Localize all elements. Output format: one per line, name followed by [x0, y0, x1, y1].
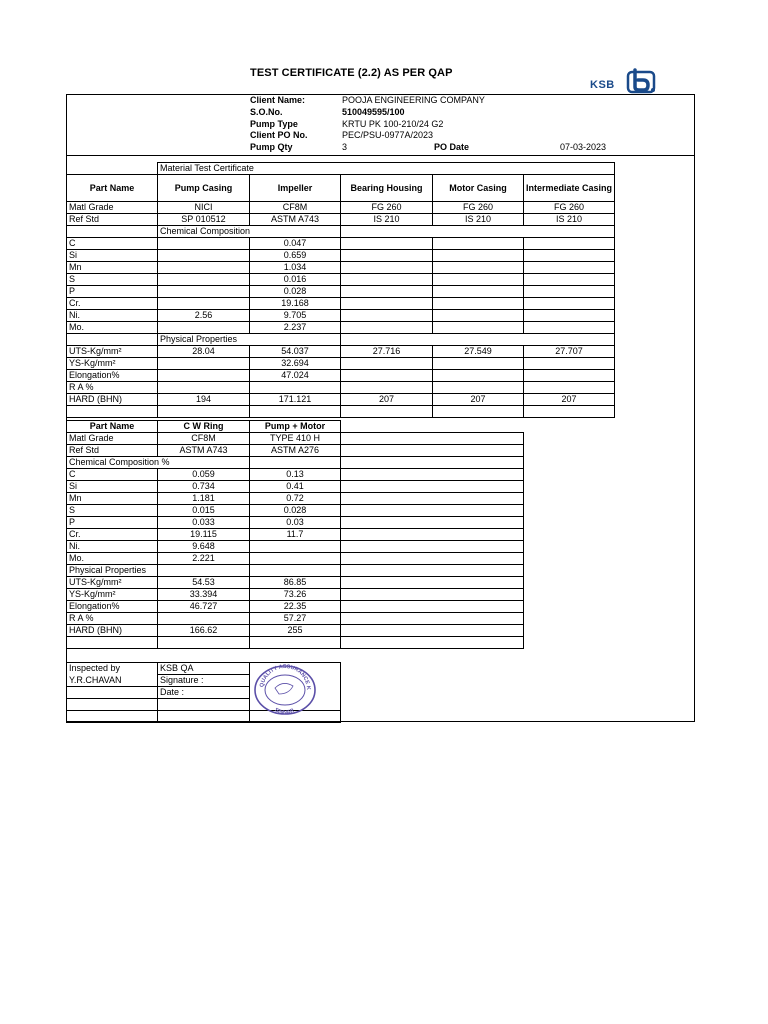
section-row [67, 457, 524, 469]
table-row [67, 286, 615, 298]
value-cell: 0.033 [158, 517, 250, 529]
inspector-name: Y.R.CHAVAN [67, 675, 158, 687]
row-label: YS-Kg/mm² [67, 358, 158, 370]
value-cell [524, 286, 615, 298]
blank-cell [341, 433, 524, 445]
blank-cell [67, 406, 158, 418]
table-row [67, 529, 524, 541]
blank-cell [67, 163, 158, 175]
row-label: C [67, 238, 158, 250]
header-row [67, 421, 524, 433]
value-cell: ASTM A743 [158, 445, 250, 457]
value-cell: 27.707 [524, 346, 615, 358]
value-cell: 19.168 [250, 298, 341, 310]
row-label: Elongation% [67, 601, 158, 613]
blank-cell [341, 517, 524, 529]
value-cell: 27.716 [341, 346, 433, 358]
value-cell [158, 370, 250, 382]
blank-cell [67, 699, 158, 711]
value-cell: IS 210 [341, 214, 433, 226]
table-row [67, 322, 615, 334]
value-cell: 0.016 [250, 274, 341, 286]
row-label: Mo. [67, 322, 158, 334]
value-cell [158, 238, 250, 250]
value-cell: 1.181 [158, 493, 250, 505]
value-cell: NICI [158, 202, 250, 214]
value-cell [433, 298, 524, 310]
value-cell [433, 358, 524, 370]
value-cell [158, 322, 250, 334]
table-row [67, 601, 524, 613]
table-row [67, 310, 615, 322]
table-row [67, 238, 615, 250]
value-cell [524, 370, 615, 382]
blank-cell [341, 445, 524, 457]
value-cell [524, 238, 615, 250]
value-cell: ASTM A743 [250, 214, 341, 226]
value-cell [524, 322, 615, 334]
value-cell: 171.121 [250, 394, 341, 406]
value-cell: 2.221 [158, 553, 250, 565]
value-cell [341, 262, 433, 274]
value-cell: FG 260 [524, 202, 615, 214]
value-cell [250, 541, 341, 553]
column-header: Pump Casing [158, 175, 250, 202]
value-cell: 19.115 [158, 529, 250, 541]
row-label: R A % [67, 613, 158, 625]
table-row [67, 370, 615, 382]
table-row [67, 553, 524, 565]
value-cell: 0.659 [250, 250, 341, 262]
column-header: Motor Casing [433, 175, 524, 202]
value-cell: 0.015 [158, 505, 250, 517]
value-cell [524, 298, 615, 310]
row-label: Mo. [67, 553, 158, 565]
so-value: 510049595/100 [342, 107, 405, 117]
value-cell: 207 [341, 394, 433, 406]
value-cell [433, 262, 524, 274]
row-label: P [67, 517, 158, 529]
value-cell: 32.694 [250, 358, 341, 370]
blank-cell [158, 637, 250, 649]
table-row [67, 541, 524, 553]
blank-cell [250, 565, 341, 577]
value-cell [158, 286, 250, 298]
column-header: Bearing Housing [341, 175, 433, 202]
row-label: UTS-Kg/mm² [67, 577, 158, 589]
blank-cell [341, 469, 524, 481]
value-cell: IS 210 [524, 214, 615, 226]
value-cell: 2.56 [158, 310, 250, 322]
blank-cell [158, 711, 250, 723]
table-row [67, 214, 615, 226]
table-row [67, 346, 615, 358]
value-cell: 0.03 [250, 517, 341, 529]
blank-cell [341, 334, 615, 346]
po-date-label: PO Date [434, 142, 470, 152]
header-divider [66, 155, 695, 156]
value-cell: 9.705 [250, 310, 341, 322]
blank-cell [341, 421, 524, 433]
value-cell: 27.549 [433, 346, 524, 358]
table-row [67, 613, 524, 625]
value-cell: IS 210 [433, 214, 524, 226]
value-cell: TYPE 410 H [250, 433, 341, 445]
signature-label: Signature : [158, 675, 250, 687]
value-cell [158, 250, 250, 262]
inspected-by-label: Inspected by [67, 663, 158, 675]
table-row [67, 394, 615, 406]
value-cell [524, 274, 615, 286]
table-row [67, 298, 615, 310]
blank-cell [341, 553, 524, 565]
table-row [67, 493, 524, 505]
value-cell: 47.024 [250, 370, 341, 382]
svg-text:SINNAR: SINNAR [273, 707, 296, 716]
table-row [67, 274, 615, 286]
section-row [67, 163, 615, 175]
blank-cell [67, 226, 158, 238]
value-cell: 0.028 [250, 505, 341, 517]
value-cell [433, 238, 524, 250]
blank-cell [67, 334, 158, 346]
value-cell [250, 553, 341, 565]
row-label: Mn [67, 262, 158, 274]
value-cell [524, 382, 615, 394]
ksb-qa-label: KSB QA [158, 663, 250, 675]
section-row [67, 226, 615, 238]
value-cell [341, 370, 433, 382]
row-label: Si [67, 250, 158, 262]
row-label: Si [67, 481, 158, 493]
table-row [67, 637, 524, 649]
blank-cell [341, 637, 524, 649]
value-cell: 9.648 [158, 541, 250, 553]
table-row [67, 202, 615, 214]
blank-cell [341, 529, 524, 541]
value-cell: 0.734 [158, 481, 250, 493]
value-cell [341, 322, 433, 334]
row-label: Cr. [67, 529, 158, 541]
value-cell [158, 382, 250, 394]
value-cell: 54.037 [250, 346, 341, 358]
blank-cell [158, 699, 250, 711]
section-title: Chemical Composition [158, 226, 341, 238]
value-cell [158, 613, 250, 625]
value-cell: 86.85 [250, 577, 341, 589]
value-cell: 207 [433, 394, 524, 406]
ksb-logo-icon [626, 68, 658, 94]
row-label: UTS-Kg/mm² [67, 346, 158, 358]
blank-cell [341, 601, 524, 613]
blank-cell [250, 457, 341, 469]
table-row [67, 406, 615, 418]
so-label: S.O.No. [250, 107, 283, 117]
svg-text:QUALITY ASSURANCE KSB: QUALITY ASSURANCE K [259, 664, 312, 691]
value-cell [524, 358, 615, 370]
value-cell: 33.394 [158, 589, 250, 601]
po-date-value: 07-03-2023 [560, 142, 607, 152]
row-label: Cr. [67, 298, 158, 310]
row-label: S [67, 274, 158, 286]
table-row [67, 262, 615, 274]
row-label: HARD (BHN) [67, 625, 158, 637]
table-row [67, 469, 524, 481]
client-po-value: PEC/PSU-0977A/2023 [342, 130, 434, 140]
table-row [67, 481, 524, 493]
section-title: Material Test Certificate [158, 163, 615, 175]
row-label: Elongation% [67, 370, 158, 382]
table-row [67, 358, 615, 370]
page-title: TEST CERTIFICATE (2.2) AS PER QAP [250, 67, 453, 79]
blank-cell [341, 226, 615, 238]
table-row [67, 445, 524, 457]
value-cell: 194 [158, 394, 250, 406]
qa-stamp-seal [253, 664, 317, 716]
value-cell [524, 250, 615, 262]
value-cell [341, 358, 433, 370]
value-cell: 57.27 [250, 613, 341, 625]
blank-cell [158, 565, 250, 577]
value-cell: 0.047 [250, 238, 341, 250]
column-header: Part Name [67, 175, 158, 202]
table-row [67, 577, 524, 589]
value-cell [341, 298, 433, 310]
value-cell: 0.41 [250, 481, 341, 493]
row-label: HARD (BHN) [67, 394, 158, 406]
value-cell [524, 310, 615, 322]
column-header: Pump + Motor [250, 421, 341, 433]
value-cell [433, 286, 524, 298]
section-title: Physical Properties [67, 565, 158, 577]
blank-cell [341, 406, 433, 418]
value-cell [158, 262, 250, 274]
blank-cell [158, 406, 250, 418]
column-header: Intermediate Casing [524, 175, 615, 202]
column-header: C W Ring [158, 421, 250, 433]
value-cell: 46.727 [158, 601, 250, 613]
value-cell [433, 250, 524, 262]
section-title: Physical Properties [158, 334, 341, 346]
value-cell: 207 [524, 394, 615, 406]
value-cell [158, 298, 250, 310]
client-name-value: POOJA ENGINEERING COMPANY [342, 95, 485, 105]
date-label: Date : [158, 687, 250, 699]
value-cell: SP 010512 [158, 214, 250, 226]
blank-cell [341, 505, 524, 517]
value-cell: 255 [250, 625, 341, 637]
value-cell: FG 260 [341, 202, 433, 214]
row-label: Mn [67, 493, 158, 505]
value-cell: 2.237 [250, 322, 341, 334]
table-row [67, 625, 524, 637]
section-title: Chemical Composition % [67, 457, 250, 469]
blank-cell [341, 613, 524, 625]
ring-motor-table [66, 420, 524, 649]
header-row [67, 175, 615, 202]
blank-cell [433, 406, 524, 418]
section-row [67, 565, 524, 577]
value-cell: 73.26 [250, 589, 341, 601]
table-row [67, 505, 524, 517]
value-cell: 11.7 [250, 529, 341, 541]
blank-cell [341, 577, 524, 589]
row-label: Ref Std [67, 445, 158, 457]
column-header: Part Name [67, 421, 158, 433]
value-cell [158, 358, 250, 370]
client-po-label: Client PO No. [250, 130, 308, 140]
value-cell [341, 286, 433, 298]
value-cell [341, 238, 433, 250]
row-label: R A % [67, 382, 158, 394]
blank-cell [250, 406, 341, 418]
blank-cell [341, 589, 524, 601]
value-cell: 0.13 [250, 469, 341, 481]
value-cell [433, 310, 524, 322]
value-cell: 22.35 [250, 601, 341, 613]
row-label: Ni. [67, 541, 158, 553]
value-cell: FG 260 [433, 202, 524, 214]
blank-cell [67, 637, 158, 649]
value-cell [524, 262, 615, 274]
blank-cell [341, 541, 524, 553]
value-cell [433, 382, 524, 394]
blank-cell [341, 625, 524, 637]
value-cell: 0.028 [250, 286, 341, 298]
row-label: C [67, 469, 158, 481]
row-label: Matl Grade [67, 202, 158, 214]
blank-cell [341, 481, 524, 493]
row-label: YS-Kg/mm² [67, 589, 158, 601]
logo-text: KSB [590, 79, 615, 91]
column-header: Impeller [250, 175, 341, 202]
value-cell: 166.62 [158, 625, 250, 637]
client-name-label: Client Name: [250, 95, 306, 105]
row-label: P [67, 286, 158, 298]
value-cell: ASTM A276 [250, 445, 341, 457]
table-row [67, 517, 524, 529]
value-cell: 1.034 [250, 262, 341, 274]
blank-cell [341, 457, 524, 469]
table-row [67, 433, 524, 445]
value-cell [158, 274, 250, 286]
row-label: Ni. [67, 310, 158, 322]
pump-qty-label: Pump Qty [250, 142, 293, 152]
value-cell [341, 250, 433, 262]
table-row [67, 250, 615, 262]
blank-cell [341, 493, 524, 505]
value-cell: CF8M [250, 202, 341, 214]
pump-qty-value: 3 [342, 142, 348, 152]
value-cell [433, 274, 524, 286]
value-cell: 0.059 [158, 469, 250, 481]
blank-cell [341, 565, 524, 577]
value-cell [250, 382, 341, 394]
row-label: Matl Grade [67, 433, 158, 445]
pump-type-value: KRTU PK 100-210/24 G2 [342, 119, 444, 129]
section-row [67, 334, 615, 346]
blank-cell [250, 637, 341, 649]
value-cell: 54.53 [158, 577, 250, 589]
value-cell [341, 310, 433, 322]
value-cell: CF8M [158, 433, 250, 445]
value-cell: 28.04 [158, 346, 250, 358]
row-label: Ref Std [67, 214, 158, 226]
value-cell: 0.72 [250, 493, 341, 505]
pump-type-label: Pump Type [250, 119, 298, 129]
table-row [67, 382, 615, 394]
value-cell [341, 274, 433, 286]
blank-cell [67, 711, 158, 723]
blank-cell [67, 687, 158, 699]
value-cell [341, 382, 433, 394]
table-row [67, 589, 524, 601]
blank-cell [524, 406, 615, 418]
value-cell [433, 370, 524, 382]
material-test-table [66, 162, 615, 418]
value-cell [433, 322, 524, 334]
row-label: S [67, 505, 158, 517]
